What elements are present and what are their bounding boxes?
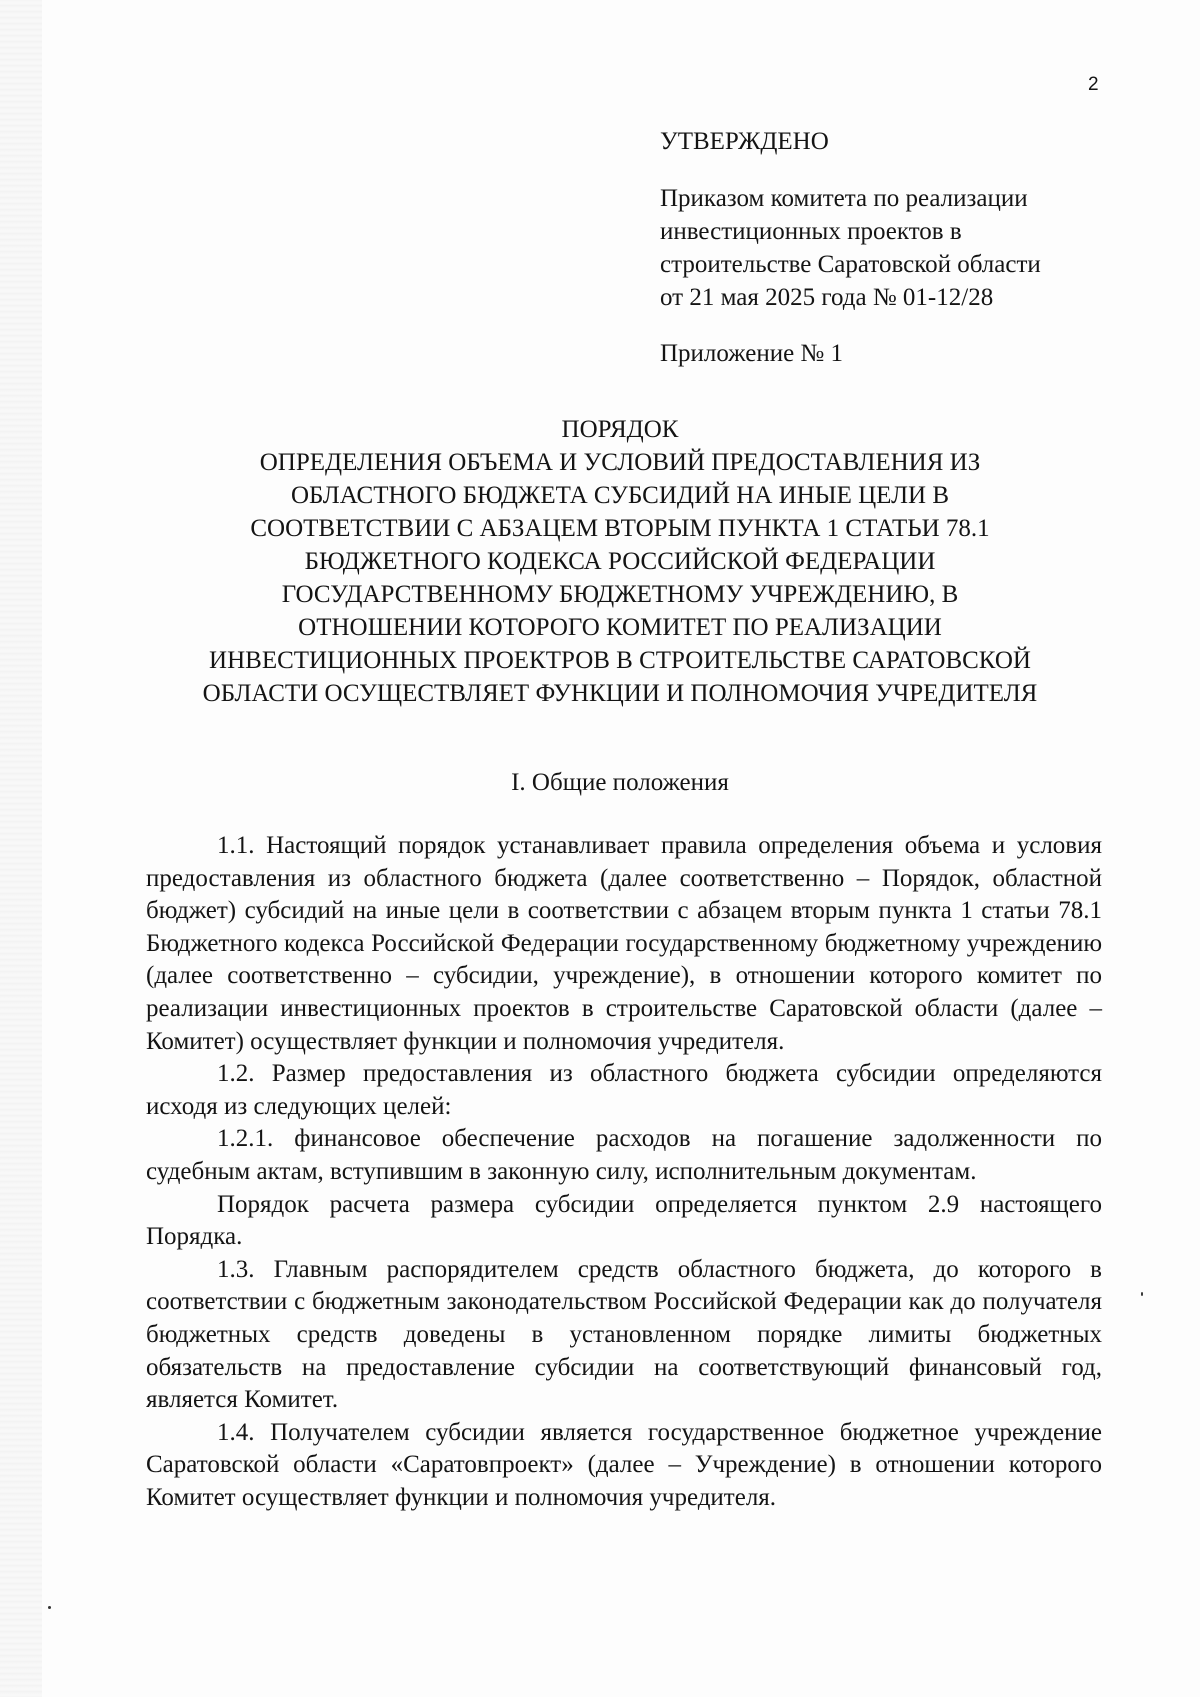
title-line: ОПРЕДЕЛЕНИЯ ОБЪЕМА И УСЛОВИЙ ПРЕДОСТАВЛЕНИЯ ИЗ: [259, 449, 981, 476]
order-reference: [660, 182, 1140, 314]
title-line: ОБЛАСТИ ОСУЩЕСТВЛЯЕТ ФУНКЦИИ И ПОЛНОМОЧИЯ УЧРЕДИТЕЛЯ: [202, 680, 1038, 707]
page-number: 2: [1088, 74, 1099, 95]
paragraph: 1.4. Получателем субсидии является государственное бюджетное учреждение Саратовской области «Саратовпроект» (далее – Учреждение) в отношении которого Комитет осуществляет функции и полномочия учредителя.: [146, 1418, 1102, 1511]
section-heading: I. Общие положения: [511, 769, 729, 796]
document-title: [120, 413, 1120, 710]
scan-edge-artifact: [0, 0, 42, 1697]
order-line: строительстве Саратовской области: [660, 251, 1041, 278]
title-line: ПОРЯДОК: [561, 416, 679, 443]
order-line: Приказом комитета по реализации: [660, 185, 1028, 212]
paragraph: 1.2. Размер предоставления из областного бюджета субсидии определяются исходя из следующих целей:: [146, 1060, 1102, 1120]
order-line: инвестиционных проектов в: [660, 218, 962, 245]
document-body: [146, 830, 1102, 1514]
approval-stamp-text: УТВЕРЖДЕНО: [660, 128, 829, 155]
paragraph: Порядок расчета размера субсидии определяется пунктом 2.9 настоящего Порядка.: [146, 1190, 1102, 1251]
title-line: ОТНОШЕНИИ КОТОРОГО КОМИТЕТ ПО РЕАЛИЗАЦИИ: [298, 614, 942, 641]
annex-label: Приложение № 1: [660, 340, 844, 367]
paragraph: 1.2.1. финансовое обеспечение расходов на погашение задолженности по судебным актам, вступившим в законную силу, исполнительным документам.: [146, 1125, 1102, 1185]
approval-block: [660, 125, 1140, 370]
title-line: ИНВЕСТИЦИОННЫХ ПРОЕКТРОВ В СТРОИТЕЛЬСТВЕ САРАТОВСКОЙ: [209, 647, 1031, 674]
title-line: СООТВЕТСТВИИ С АБЗАЦЕМ ВТОРЫМ ПУНКТА 1 СТАТЬИ 78.1: [250, 515, 990, 542]
title-line: ОБЛАСТНОГО БЮДЖЕТА СУБСИДИЙ НА ИНЫЕ ЦЕЛИ В: [290, 482, 950, 509]
paragraph: 1.3. Главным распорядителем средств областного бюджета, до которого в соответствии с бюджетным законодательством Российской Федерации как до получателя бюджетных средств доведены в установленном порядке лимиты бюджетных обязательств на предоставление субсидии на соответствующий финансовый год, является Комитет.: [146, 1255, 1102, 1414]
paragraph: 1.1. Настоящий порядок устанавливает правила определения объема и условия предоставления из областного бюджета (далее соответственно – Порядок, областной бюджет) субсидий на иные цели в соответствии с абзацем вторым пункта 1 статьи 78.1 Бюджетного кодекса Российской Федерации государственному бюджетному учреждению (далее соответственно – субсидии, учреждение), в отношении которого комитет по реализации инвестиционных проектов в строительстве Саратовской области (далее – Комитет) осуществляет функции и полномочия учредителя.: [146, 832, 1102, 1055]
order-line: от 21 мая 2025 года № 01-12/28: [660, 284, 994, 311]
scan-speck: [1141, 1292, 1143, 1296]
scan-speck: [48, 1606, 51, 1609]
title-line: БЮДЖЕТНОГО КОДЕКСА РОССИЙСКОЙ ФЕДЕРАЦИИ: [304, 548, 936, 575]
title-line: ГОСУДАРСТВЕННОМУ БЮДЖЕТНОМУ УЧРЕЖДЕНИЮ, В: [281, 581, 959, 608]
